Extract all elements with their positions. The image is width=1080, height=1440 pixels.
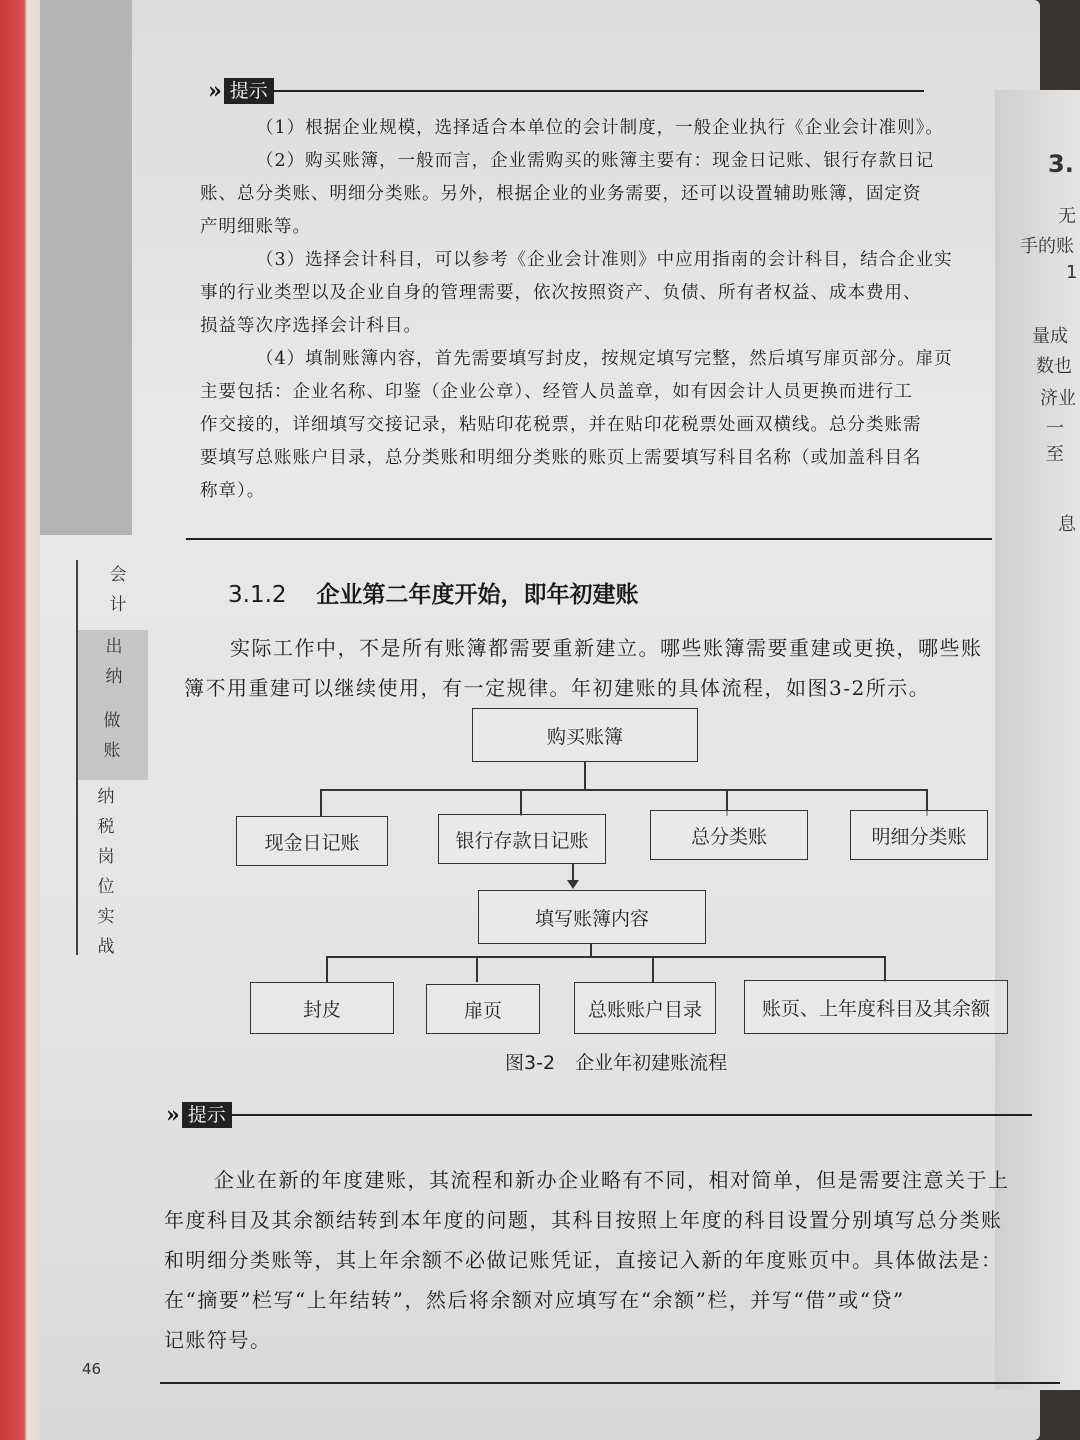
flow-node-pages-balances: 账页、上年度科目及其余额 (744, 980, 1008, 1034)
figure-number: 图3-2 (505, 1052, 556, 1074)
hint-line: 记账符号。 (164, 1328, 272, 1352)
sidebar-tab-bookkeeping: 做 账 (103, 711, 121, 761)
flow-connector (520, 789, 522, 816)
double-chevron-icon: » (166, 1102, 180, 1128)
hint-line: （4）填制账簿内容，首先需要填写封皮，按规定填写完整，然后填写扉页部分。扉页 (256, 349, 953, 369)
sidebar-tab-accounting: 会 计 (109, 565, 127, 615)
flow-node-title-page: 扉页 (426, 984, 540, 1034)
hint-line: 要填写总账账户目录，总分类账和明细分类账的账页上需要填写科目名称（或加盖科目名 (200, 448, 922, 468)
hint-line: 称章）。 (200, 481, 266, 501)
right-page-text: 无 (1058, 206, 1076, 227)
flow-connector (326, 956, 328, 982)
figure-title: 企业年初建账流程 (575, 1052, 728, 1074)
right-page-heading: 3. (1048, 150, 1074, 178)
hint-label: 提示 (224, 78, 274, 104)
hint-line: 企业在新的年度建账，其流程和新办企业略有不同，相对简单，但是需要注意关于上 (214, 1168, 1010, 1192)
hint-line: 账、总分类账、明细分类账。另外，根据企业的业务需要，还可以设置辅助账簿，固定资 (200, 184, 922, 204)
section-intro (184, 628, 994, 708)
flow-connector (476, 956, 478, 982)
hint-line: （1）根据企业规模，选择适合本单位的会计制度，一般企业执行《企业会计准则》。 (256, 118, 944, 138)
hint-bottom-body (164, 1160, 1064, 1360)
side-rule (76, 560, 78, 955)
flow-connector (326, 956, 886, 958)
flow-connector (652, 956, 654, 982)
hint-line: （3）选择会计科目，可以参考《企业会计准则》中应用指南的会计科目，结合企业实 (256, 250, 953, 270)
right-page-text: 手的账 (1020, 236, 1074, 257)
right-page-text: 1 (1066, 262, 1078, 283)
flow-connector (884, 956, 886, 982)
flow-node-cash-journal: 现金日记账 (236, 816, 388, 866)
right-page-text: 量成 (1032, 326, 1068, 347)
hint-line: 年度科目及其余额结转到本年度的问题，其科目按照上年度的科目设置分别填写总分类账 (164, 1208, 1003, 1232)
hint-line: 产明细账等。 (200, 217, 311, 237)
hint-line: 主要包括：企业名称、印鉴（企业公章）、经管人员盖章，如有因会计人员更换而进行工 (200, 382, 913, 402)
figure-caption (505, 1048, 727, 1075)
hint-line: 作交接的，详细填写交接记录，粘贴印花税票，并在贴印花税票处画双横线。总分类账需 (200, 415, 922, 435)
sidebar-tab-tax: 纳 税 岗 位 实 战 (97, 787, 115, 957)
flow-node-cover: 封皮 (250, 982, 394, 1034)
right-page-text: 息 (1058, 514, 1076, 535)
double-chevron-icon: » (208, 78, 222, 104)
hint-label: 提示 (182, 1102, 232, 1128)
flow-node-subsidiary-ledger: 明细分类账 (850, 810, 988, 860)
intro-line: 簿不用重建可以继续使用，有一定规律。年初建账的具体流程，如图3-2所示。 (184, 676, 931, 700)
flow-node-bank-journal: 银行存款日记账 (438, 814, 606, 864)
hint-rule (274, 90, 924, 92)
hint-bottom-rule (186, 538, 992, 540)
hint-header-bottom (166, 1102, 1032, 1128)
right-page-text: 济业 (1040, 388, 1076, 409)
hint-rule (232, 1114, 1032, 1116)
flow-node-fill-content: 填写账簿内容 (478, 890, 706, 944)
hint-line: （2）购买账簿，一般而言，企业需购买的账簿主要有：现金日记账、银行存款日记 (256, 151, 935, 171)
section-heading: 企业第二年度开始，即年初建账 (316, 582, 639, 608)
hint-line: 事的行业类型以及企业自身的管理需要，依次按照资产、负债、所有者权益、成本费用、 (200, 283, 922, 303)
section-number: 3.1.2 (228, 582, 287, 608)
page-footer-rule (160, 1382, 1060, 1384)
hint-line: 在“摘要”栏写“上年结转”，然后将余额对应填写在“余额”栏，并写“借”或“贷” (164, 1288, 905, 1312)
flow-node-general-ledger: 总分类账 (650, 810, 808, 860)
flow-node-ledger-index: 总账账户目录 (574, 982, 716, 1034)
flow-connector (320, 789, 928, 791)
flow-node-buy-books: 购买账簿 (472, 708, 698, 762)
page-number: 46 (82, 1360, 102, 1378)
hint-top-body (200, 112, 980, 508)
right-page-text: 数也 (1036, 356, 1072, 377)
hint-line: 和明细分类账等，其上年余额不必做记账凭证，直接记入新的年度账页中。具体做法是： (164, 1248, 1003, 1272)
flow-connector (584, 762, 586, 790)
sidebar-tab-cashier: 出 纳 (105, 637, 123, 687)
arrow-down-icon (567, 880, 579, 889)
section-title (228, 576, 639, 609)
side-strip (40, 0, 132, 535)
flow-connector (320, 789, 322, 816)
right-page-text: 一至 (1046, 418, 1064, 465)
hint-header-top (208, 78, 924, 104)
hint-line: 损益等次序选择会计科目。 (200, 316, 422, 336)
intro-line: 实际工作中，不是所有账簿都需要重新建立。哪些账簿需要重建或更换，哪些账 (230, 636, 983, 660)
